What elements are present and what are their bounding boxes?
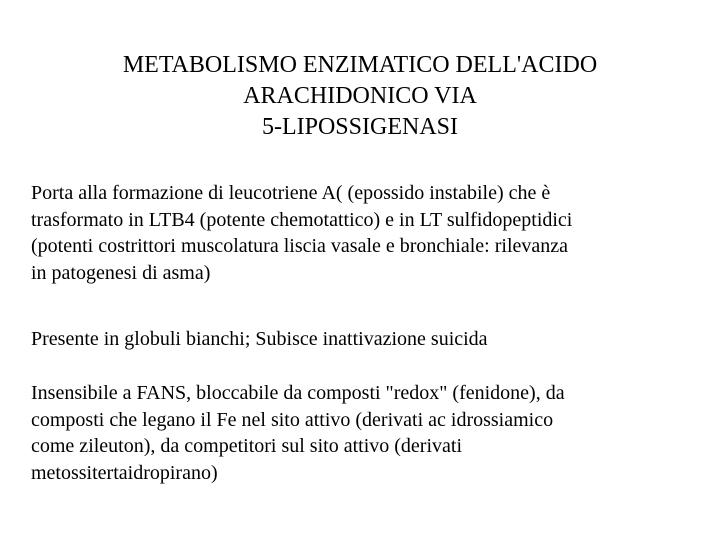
paragraph-3-line-4: metossitertaidropirano) — [31, 461, 218, 484]
paragraph-2-line-1: Presente in globuli bianchi; Subisce inattivazione suicida — [31, 328, 488, 350]
paragraph-leucotriene-formation — [31, 180, 701, 286]
slide-title — [40, 50, 680, 143]
paragraph-3-line-1: Insensibile a FANS, bloccabile da composti "redox" (fenidone), da — [31, 382, 565, 404]
paragraph-1-line-2: trasformato in LTB4 (potente chemotattico) e in LT sulfidopeptidici — [31, 208, 573, 231]
paragraph-presence — [31, 326, 701, 353]
paragraph-1-line-3: (potenti costrittori muscolatura liscia vasale e bronchiale: rilevanza — [31, 235, 569, 257]
title-line-2: ARACHIDONICO VIA — [243, 83, 477, 109]
paragraph-3-line-2: composti che legano il Fe nel sito attivo (derivati ac idrossiamico — [31, 408, 554, 431]
paragraph-1-line-1: Porta alla formazione di leucotriene A( (epossido instabile) che è — [31, 182, 551, 204]
paragraph-3-line-3: come zileuton), da competitori sul sito attivo (derivati — [31, 435, 462, 457]
paragraph-inhibitors — [31, 380, 701, 486]
paragraph-1-line-4: in patogenesi di asma) — [31, 261, 211, 284]
title-line-1: METABOLISMO ENZIMATICO DELL'ACIDO — [122, 52, 598, 78]
title-line-3: 5-LIPOSSIGENASI — [261, 114, 458, 140]
